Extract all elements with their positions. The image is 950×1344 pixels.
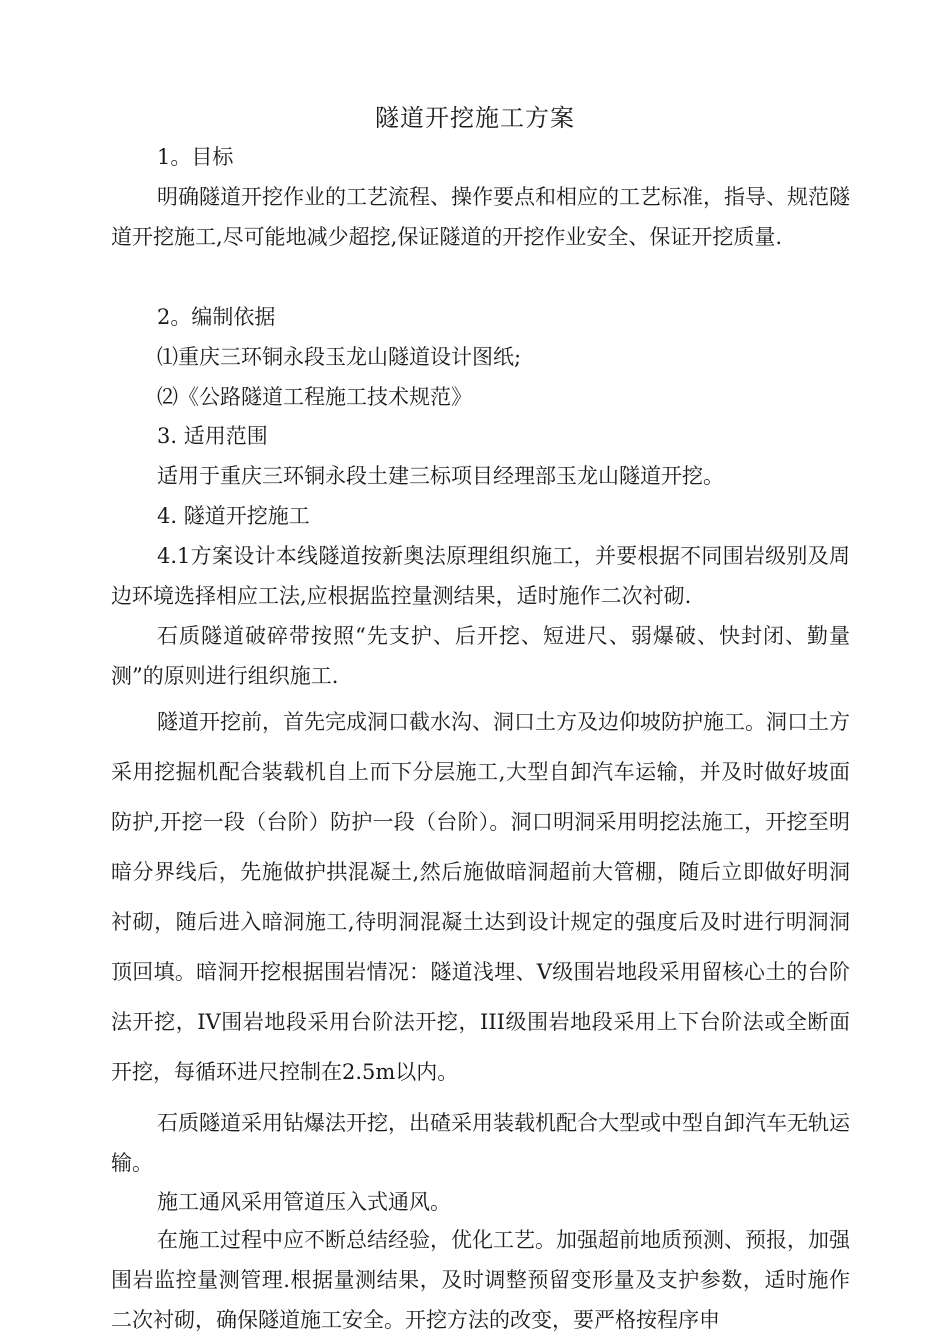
- section-4-paragraph-6: 在施工过程中应不断总结经验，优化工艺。加强超前地质预测、预报，加强围岩监控量测管理.根据量测结果，及时调整预留变形量及支护参数，适时施作二次衬砌，确保隧道施工安全。开挖方法的改变，要严格按程序申: [111, 1228, 850, 1332]
- section-4-paragraph-1: 4.1方案设计本线隧道按新奥法原理组织施工，并要根据不同围岩级别及周边环境选择相应工法,应根据监控量测结果，适时施作二次衬砌.: [111, 544, 850, 608]
- section-2-item-1: ⑴重庆三环铜永段玉龙山隧道设计图纸;: [157, 345, 522, 369]
- section-4-paragraph-5: 施工通风采用管道压入式通风。: [157, 1190, 451, 1214]
- section-3-heading: 3. 适用范围: [157, 424, 268, 448]
- document-title: 隧道开挖施工方案: [375, 104, 575, 132]
- section-4-paragraph-4: 石质隧道采用钻爆法开挖，出碴采用装载机配合大型或中型自卸汽车无轨运输。: [111, 1111, 850, 1175]
- section-1-body: 明确隧道开挖作业的工艺流程、操作要点和相应的工艺标准，指导、规范隧道开挖施工,尽可能地减少超挖,保证隧道的开挖作业安全、保证开挖质量.: [111, 185, 850, 249]
- section-4-heading: 4. 隧道开挖施工: [157, 504, 310, 528]
- section-2-heading: 2。编制依据: [157, 305, 276, 329]
- section-4-paragraph-3: 隧道开挖前，首先完成洞口截水沟、洞口土方及边仰坡防护施工。洞口土方采用挖掘机配合装载机自上而下分层施工,大型自卸汽车运输，并及时做好坡面防护,开挖一段（台阶）防护一段（台阶）。洞口明洞采用明挖法施工，开挖至明暗分界线后，先施做护拱混凝土,然后施做暗洞超前大管棚，随后立即做好明洞衬砌，随后进入暗洞施工,待明洞混凝土达到设计规定的强度后及时进行明洞洞顶回填。暗洞开挖根据围岩情况：隧道浅埋、V级围岩地段采用留核心土的台阶法开挖，IV围岩地段采用台阶法开挖，III级围岩地段采用上下台阶法或全断面开挖，每循环进尺控制在2.5m以内。: [111, 710, 850, 1084]
- section-4-paragraph-2: 石质隧道破碎带按照“先支护、后开挖、短进尺、弱爆破、快封闭、勤量测”的原则进行组织施工.: [111, 624, 850, 688]
- section-1-heading: 1。目标: [157, 145, 234, 169]
- section-3-body: 适用于重庆三环铜永段土建三标项目经理部玉龙山隧道开挖。: [157, 464, 724, 488]
- section-2-item-2: ⑵《公路隧道工程施工技术规范》: [157, 385, 472, 409]
